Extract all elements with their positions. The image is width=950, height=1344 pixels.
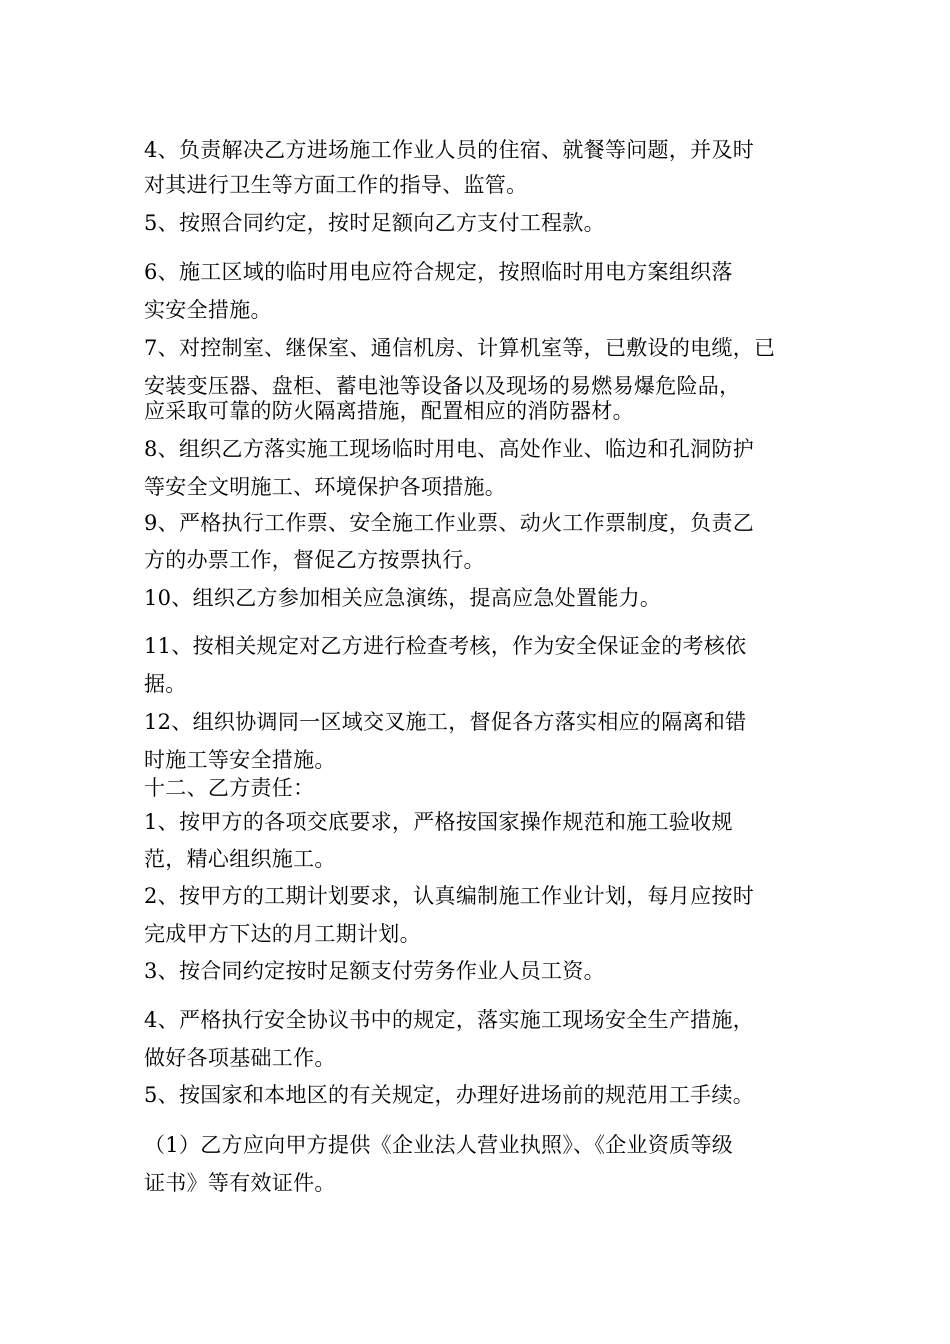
text-line: 对其进行卫生等方面工作的指导、监管。 (144, 173, 528, 197)
text-line: 完成甲方下达的月工期计划。 (144, 922, 421, 946)
text-line: 等安全文明施工、环境保护各项措施。 (144, 475, 507, 499)
text-line: 时施工等安全措施。 (144, 748, 336, 772)
text-line: 1、按甲方的各项交底要求，严格按国家操作规范和施工验收规 (144, 810, 733, 834)
text-line: 6、施工区域的临时用电应符合规定，按照临时用电方案组织落 (144, 260, 733, 284)
text-line: 9、严格执行工作票、安全施工作业票、动火工作票制度，负责乙 (144, 511, 755, 535)
text-line: 应采取可靠的防火隔离措施，配置相应的消防器材。 (144, 399, 634, 423)
text-line: 实安全措施。 (144, 298, 272, 322)
text-line: 方的办票工作，督促乙方按票执行。 (144, 548, 485, 572)
text-line: 12、组织协调同一区域交叉施工，督促各方落实相应的隔离和错 (144, 710, 747, 734)
text-line: 4、严格执行安全协议书中的规定，落实施工现场安全生产措施， (144, 1008, 755, 1032)
text-line: （1）乙方应向甲方提供《企业法人营业执照》、《企业资质等级 (144, 1133, 734, 1157)
text-line: 范，精心组织施工。 (144, 847, 336, 871)
text-line: 11、按相关规定对乙方进行检查考核，作为安全保证金的考核依 (144, 634, 747, 658)
section-heading: 十二、乙方责任： (144, 776, 315, 800)
text-line: 8、组织乙方落实施工现场临时用电、高处作业、临边和孔洞防护 (144, 437, 755, 461)
text-line: 5、按国家和本地区的有关规定，办理好进场前的规范用工手续。 (144, 1083, 755, 1107)
text-line: 做好各项基础工作。 (144, 1046, 336, 1070)
text-line: 证书》等有效证件。 (144, 1171, 336, 1195)
text-line: 10、组织乙方参加相关应急演练，提高应急处置能力。 (144, 586, 662, 610)
text-line: 7、对控制室、继保室、通信机房、计算机室等，已敷设的电缆，已 (144, 336, 776, 360)
text-line: 安装变压器、盘柜、蓄电池等设备以及现场的易燃易爆危险品， (144, 374, 741, 398)
text-line: 据。 (144, 672, 187, 696)
text-line: 4、负责解决乙方进场施工作业人员的住宿、就餐等问题，并及时 (144, 138, 755, 162)
text-line: 5、按照合同约定，按时足额向乙方支付工程款。 (144, 211, 605, 235)
text-line: 3、按合同约定按时足额支付劳务作业人员工资。 (144, 959, 605, 983)
text-line: 2、按甲方的工期计划要求，认真编制施工作业计划，每月应按时 (144, 884, 755, 908)
